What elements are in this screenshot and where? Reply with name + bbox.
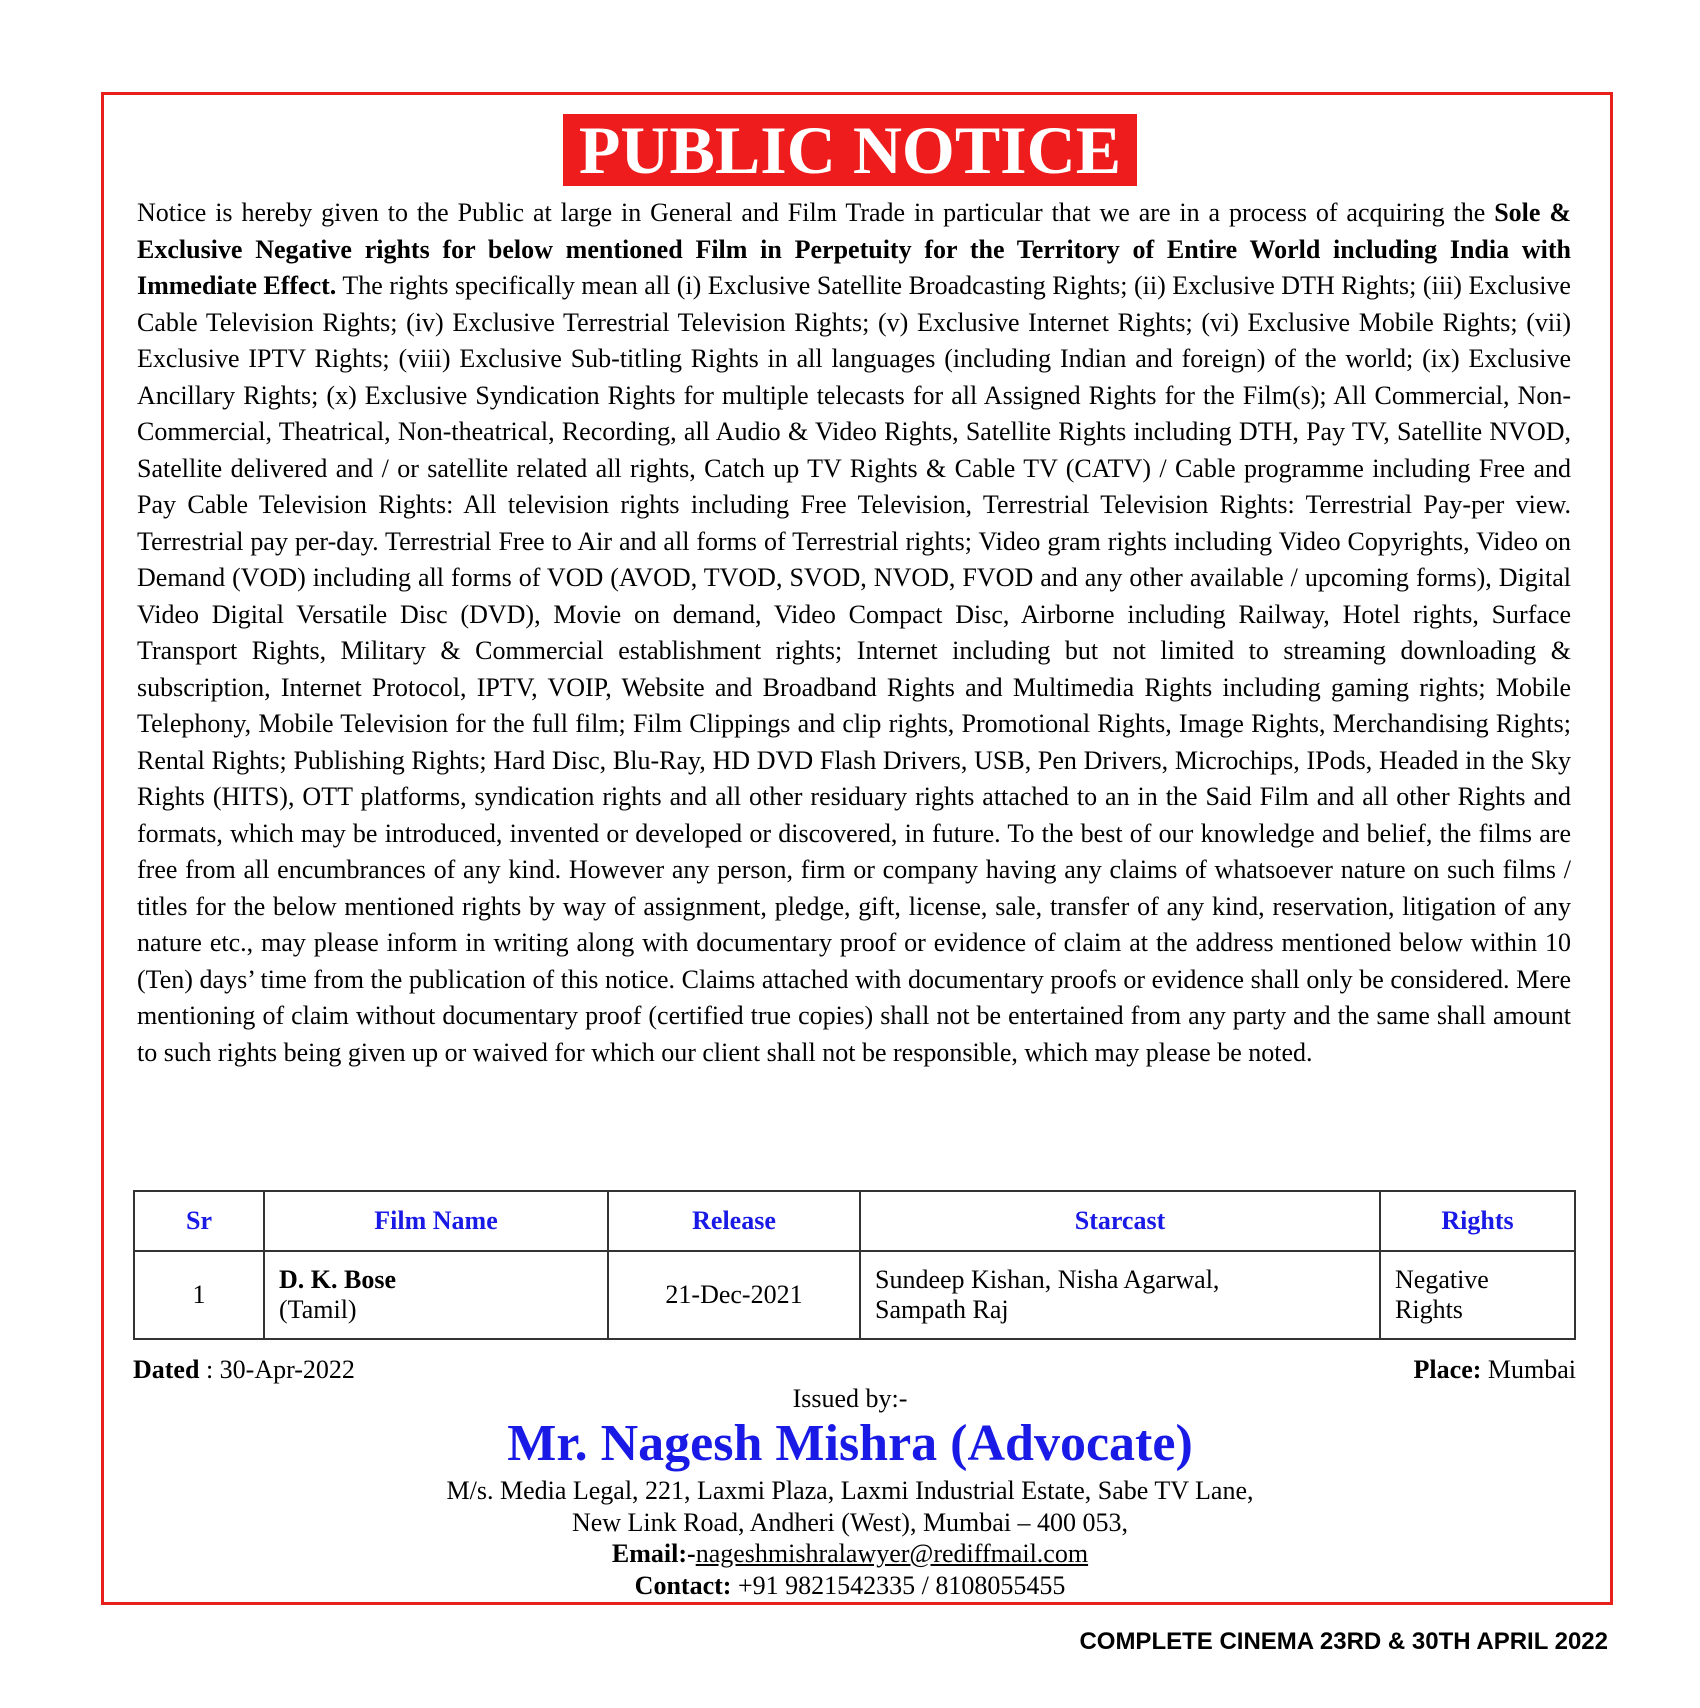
email-label: Email:- [611,1539,696,1568]
notice-body [137,195,1571,1071]
cell-starcast [860,1251,1380,1339]
cell-film-name [264,1251,608,1339]
header-starcast: Starcast [860,1191,1380,1251]
header-release: Release [608,1191,860,1251]
header-sr: Sr [134,1191,264,1251]
cell-rights: Negative Rights [1380,1251,1575,1339]
issuer-address [0,1475,1700,1601]
cell-sr: 1 [134,1251,264,1339]
dated-value: : 30-Apr-2022 [199,1355,355,1384]
table-header-row [134,1191,1575,1251]
address-line-2: New Link Road, Andheri (West), Mumbai – 400 053, [571,1507,1129,1537]
header-rights: Rights [1380,1191,1575,1251]
title-container [0,114,1700,186]
film-title: D. K. Bose [279,1265,396,1294]
contact-label: Contact: [634,1570,732,1600]
place-label: Place: [1413,1355,1482,1384]
table-row [134,1251,1575,1339]
publication-footer: COMPLETE CINEMA 23RD & 30TH APRIL 2022 [1079,1628,1608,1655]
body-bold-rights: Sole & Exclusive Negative rights for below mentioned Film in Perpetuity for the Territory of Entire World including India with Immediate Effect. [137,198,1571,300]
address-line-1: M/s. Media Legal, 221, Laxmi Plaza, Laxmi Industrial Estate, Sabe TV Lane, [446,1476,1254,1505]
dated-line [133,1355,355,1385]
header-film-name: Film Name [264,1191,608,1251]
place-value: Mumbai [1481,1355,1576,1384]
notice-title: PUBLIC NOTICE [563,114,1137,186]
dated-label: Dated [133,1355,200,1384]
body-intro: Notice is hereby given to the Public at large in General and Film Trade in particular that we are in a process of acquiring the [137,198,1495,227]
email-line [0,1538,1700,1570]
contact-value: +91 9821542335 / 8108055455 [731,1570,1066,1600]
starcast-line-2: Sampath Raj [875,1295,1009,1324]
films-table [133,1190,1576,1340]
contact-line [0,1570,1700,1602]
film-language: (Tamil) [279,1295,357,1324]
place-line [1414,1355,1576,1385]
cell-release: 21-Dec-2021 [608,1251,860,1339]
issuer-name: Mr. Nagesh Mishra (Advocate) [507,1415,1193,1472]
starcast-line-1: Sundeep Kishan, Nisha Agarwal, [875,1265,1220,1294]
email-link[interactable]: nageshmishralawyer@rediffmail.com [695,1539,1089,1568]
issued-by: Issued by:- [792,1384,908,1413]
body-rest: The rights specifically mean all (i) Exclusive Satellite Broadcasting Rights; (ii) Exclusive DTH Rights; (iii) Exclusive Cable Television Rights; (iv) Exclusive Terrestrial Television Rights; (v) Exclusive Internet Rights; (vi) Exclusive Mobile Rights; (vii) Exclusive IPTV Rights; (viii) Exclusive Sub-titling Rights in all languages (including Indian and foreign) of the world; (ix) Exclusive Ancillary Rights; (x) Exclusive Syndication Rights for multiple telecasts for all Assigned Rights for the Film(s); All Commercial, Non-Commercial, Theatrical, Non-theatrical, Recording, all Audio & Video Rights, Satellite Rights including DTH, Pay TV, Satellite NVOD, Satellite delivered and / or satellite related all rights, Catch up TV Rights & Cable TV (CATV) / Cable programme including Free and Pay Cable Television Rights: All television rights including Free Television, Terrestrial Television Rights: Terrestrial Pay-per view. Terrestrial pay per-day. Terrestrial Free to Air and all forms of Terrestrial rights; Video gram rights including Video Copyrights, Video on Demand (VOD) including all forms of VOD (AVOD, TVOD, SVOD, NVOD, FVOD and any other available / upcoming forms), Digital Video Digital Versatile Disc (DVD), Movie on demand, Video Compact Disc, Airborne including Railway, Hotel rights, Surface Transport Rights, Military & Commercial establishment rights; Internet including but not limited to streaming downloading & subscription, Internet Protocol, IPTV, VOIP, Website and Broadband Rights and Multimedia Rights including gaming rights; Mobile Telephony, Mobile Television for the full film; Film Clippings and clip rights, Promotional Rights, Image Rights, Merchandising Rights; Rental Rights; Publishing Rights; Hard Disc, Blu-Ray, HD DVD Flash Drivers, USB, Pen Drivers, Microchips, IPods, Headed in the Sky Rights (HITS), OTT platforms, syndication rights and all other residuary rights attached to an in the Said Film and all other Rights and formats, which may be introduced, invented or developed or discovered, in future. To the best of our knowledge and belief, the films are free from all encumbrances of any kind. However any person, firm or company having any claims of whatsoever nature on such films / titles for the below mentioned rights by way of assignment, pledge, gift, license, sale, transfer of any kind, reservation, litigation of any nature etc., may please inform in writing along with documentary proof or evidence of claim at the address mentioned below within 10 (Ten) days’ time from the publication of this notice. Claims attached with documentary proofs or evidence shall only be considered. Mere mentioning of claim without documentary proof (certified true copies) shall not be entertained from any party and the same shall amount to such rights being given up or waived for which our client shall not be responsible, which may please be noted. [137,271,1571,1067]
